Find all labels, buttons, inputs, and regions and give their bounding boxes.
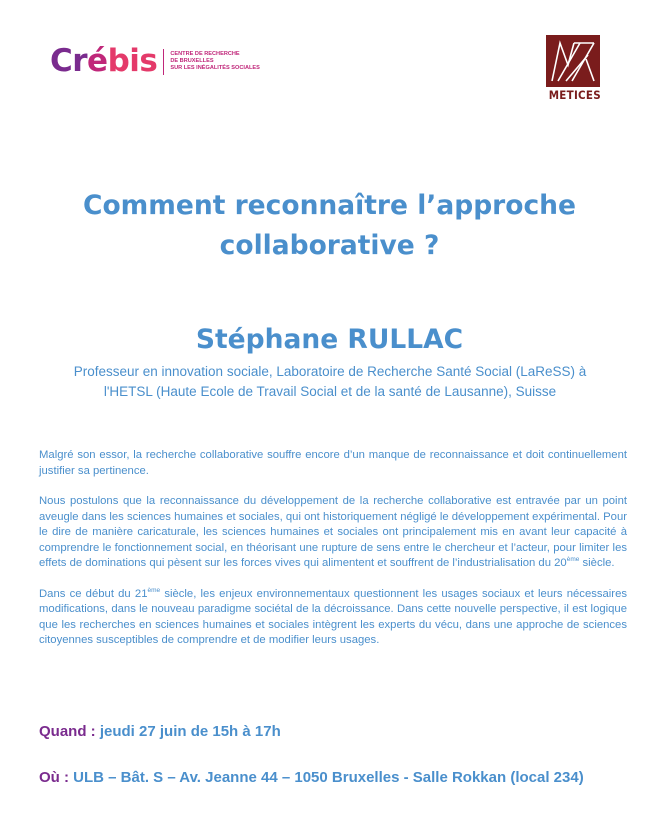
- crebis-divider: [163, 49, 164, 75]
- abstract: [39, 448, 627, 664]
- when-value: jeudi 27 juin de 15h à 17h: [99, 723, 281, 740]
- crebis-logo: [50, 43, 260, 79]
- metices-logo: [546, 35, 600, 102]
- when-label: Quand :: [39, 723, 96, 740]
- abstract-paragraph-2: Nous postulons que la reconnaissance du développement de la recherche collaborative est entravée par un point aveugle dans les sciences humaines et sociales, qui ont historiquement négligé le développement expérimental. Pour le dire de manière caricaturale, les sciences humaines et sociales ont principalement mis en avant leur capacité à comprendre le fonctionnement social, en théorisant une rupture de sens entre le chercheur et l’acteur, pour limiter les effets de dominations qui pèsent sur les forces vives qui alimentent et souffrent de l’industrialisation du 20ème siècle.: [39, 495, 627, 569]
- abstract-paragraph-3: Dans ce début du 21ème siècle, les enjeux environnementaux questionnent les usages sociaux et leurs nécessaires modifications, dans le nouveau paradigme sociétal de la décroissance. Dans cette nouvelle perspective, il est logique que les recherches en sciences humaines et sociales intègrent les experts du vécu, dans une approche de sciences citoyennes susceptibles de comprendre et de modifier leurs usages.: [39, 586, 628, 646]
- event-where: [39, 768, 639, 788]
- event-when: [39, 722, 639, 742]
- abstract-paragraph-1: Malgré son essor, la recherche collaborative souffre encore d’un manque de reconnaissance et doit continuellement justifier sa pertinence.: [39, 449, 627, 477]
- metices-emblem-icon: [546, 35, 600, 87]
- where-value: ULB – Bât. S – Av. Jeanne 44 – 1050 Bruxelles - Salle Rokkan (local 234): [73, 769, 584, 786]
- speaker-name: Stéphane RULLAC: [195, 324, 464, 355]
- where-label: Où :: [39, 769, 69, 786]
- page-title: Comment reconnaître l’approche collaborative ?: [83, 190, 576, 261]
- speaker-affiliation: Professeur en innovation sociale, Laboratoire de Recherche Santé Social (LaReSS) à l'HETSL (Haute Ecole de Travail Social et de la santé de Lausanne), Suisse: [73, 364, 587, 399]
- metices-label: METICES: [548, 88, 601, 102]
- crebis-wordmark: Crébis: [50, 43, 158, 79]
- crebis-subtitle: CENTRE DE RECHERCHE DE BRUXELLES SUR LES INÉGALITÉS SOCIALES: [170, 51, 260, 71]
